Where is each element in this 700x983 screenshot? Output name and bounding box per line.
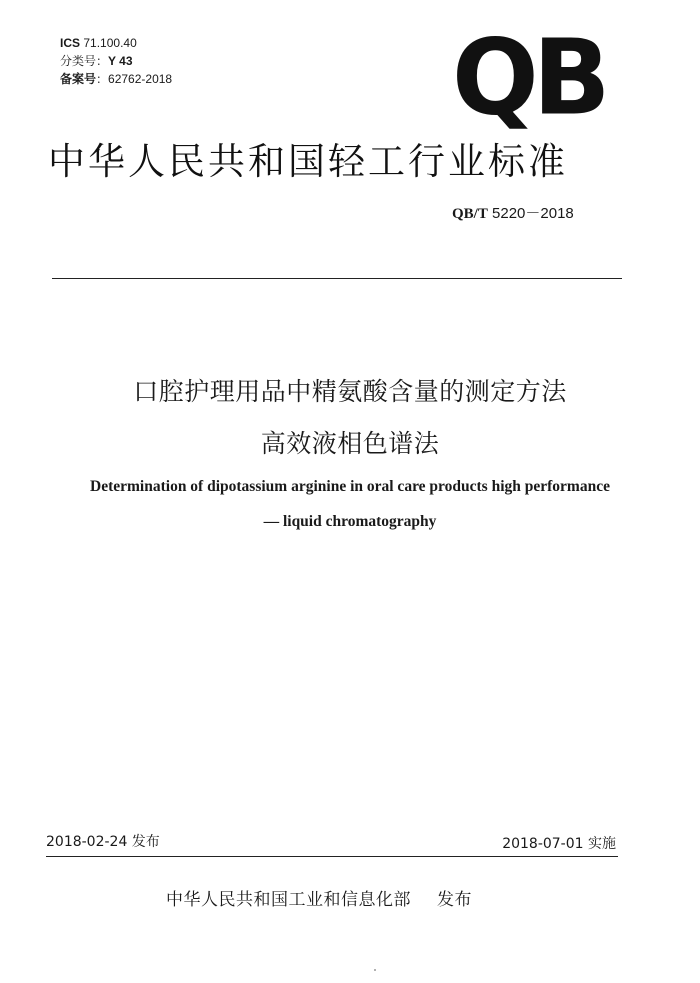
- standard-meta-block: [60, 34, 172, 88]
- standard-code-prefix: QB/T: [452, 206, 488, 222]
- record-value: 62762-2018: [108, 72, 173, 86]
- english-title-line-2: — liquid chromatography: [263, 513, 437, 530]
- issuer-action: 发布: [437, 890, 472, 910]
- ics-value: 71.100.40: [83, 36, 137, 50]
- issuer-line: [166, 888, 472, 912]
- standard-code-number: 5220－2018: [492, 205, 574, 222]
- qb-logo: QB: [452, 17, 605, 140]
- chinese-title-line-1: 口腔护理用品中精氨酸含量的测定方法: [133, 377, 567, 406]
- record-label: 备案号: [60, 72, 97, 86]
- english-title-line-1: Determination of dipotassium arginine in oral care products high performance: [90, 478, 610, 495]
- industry-standard-title: 中华人民共和国轻工行业标准: [48, 140, 568, 183]
- bottom-divider: [46, 856, 618, 857]
- ics-label: ICS: [60, 36, 81, 50]
- scan-dot: [374, 969, 376, 971]
- ics-line: [60, 34, 172, 52]
- issuer-name: 中华人民共和国工业和信息化部: [166, 890, 411, 910]
- classification-line: 分类号：Y 43: [60, 54, 133, 68]
- implementation-date: 2018-07-01 实施: [502, 836, 616, 852]
- classification-value: Y 43: [108, 54, 133, 68]
- issue-date: 2018-02-24 发布: [46, 834, 160, 850]
- classification-label: 分类号: [60, 54, 97, 68]
- standard-code: [452, 204, 574, 224]
- top-divider: [52, 278, 622, 279]
- chinese-title-line-2: 高效液相色谱法: [260, 429, 440, 458]
- record-line: 备案号：62762-2018: [60, 72, 173, 86]
